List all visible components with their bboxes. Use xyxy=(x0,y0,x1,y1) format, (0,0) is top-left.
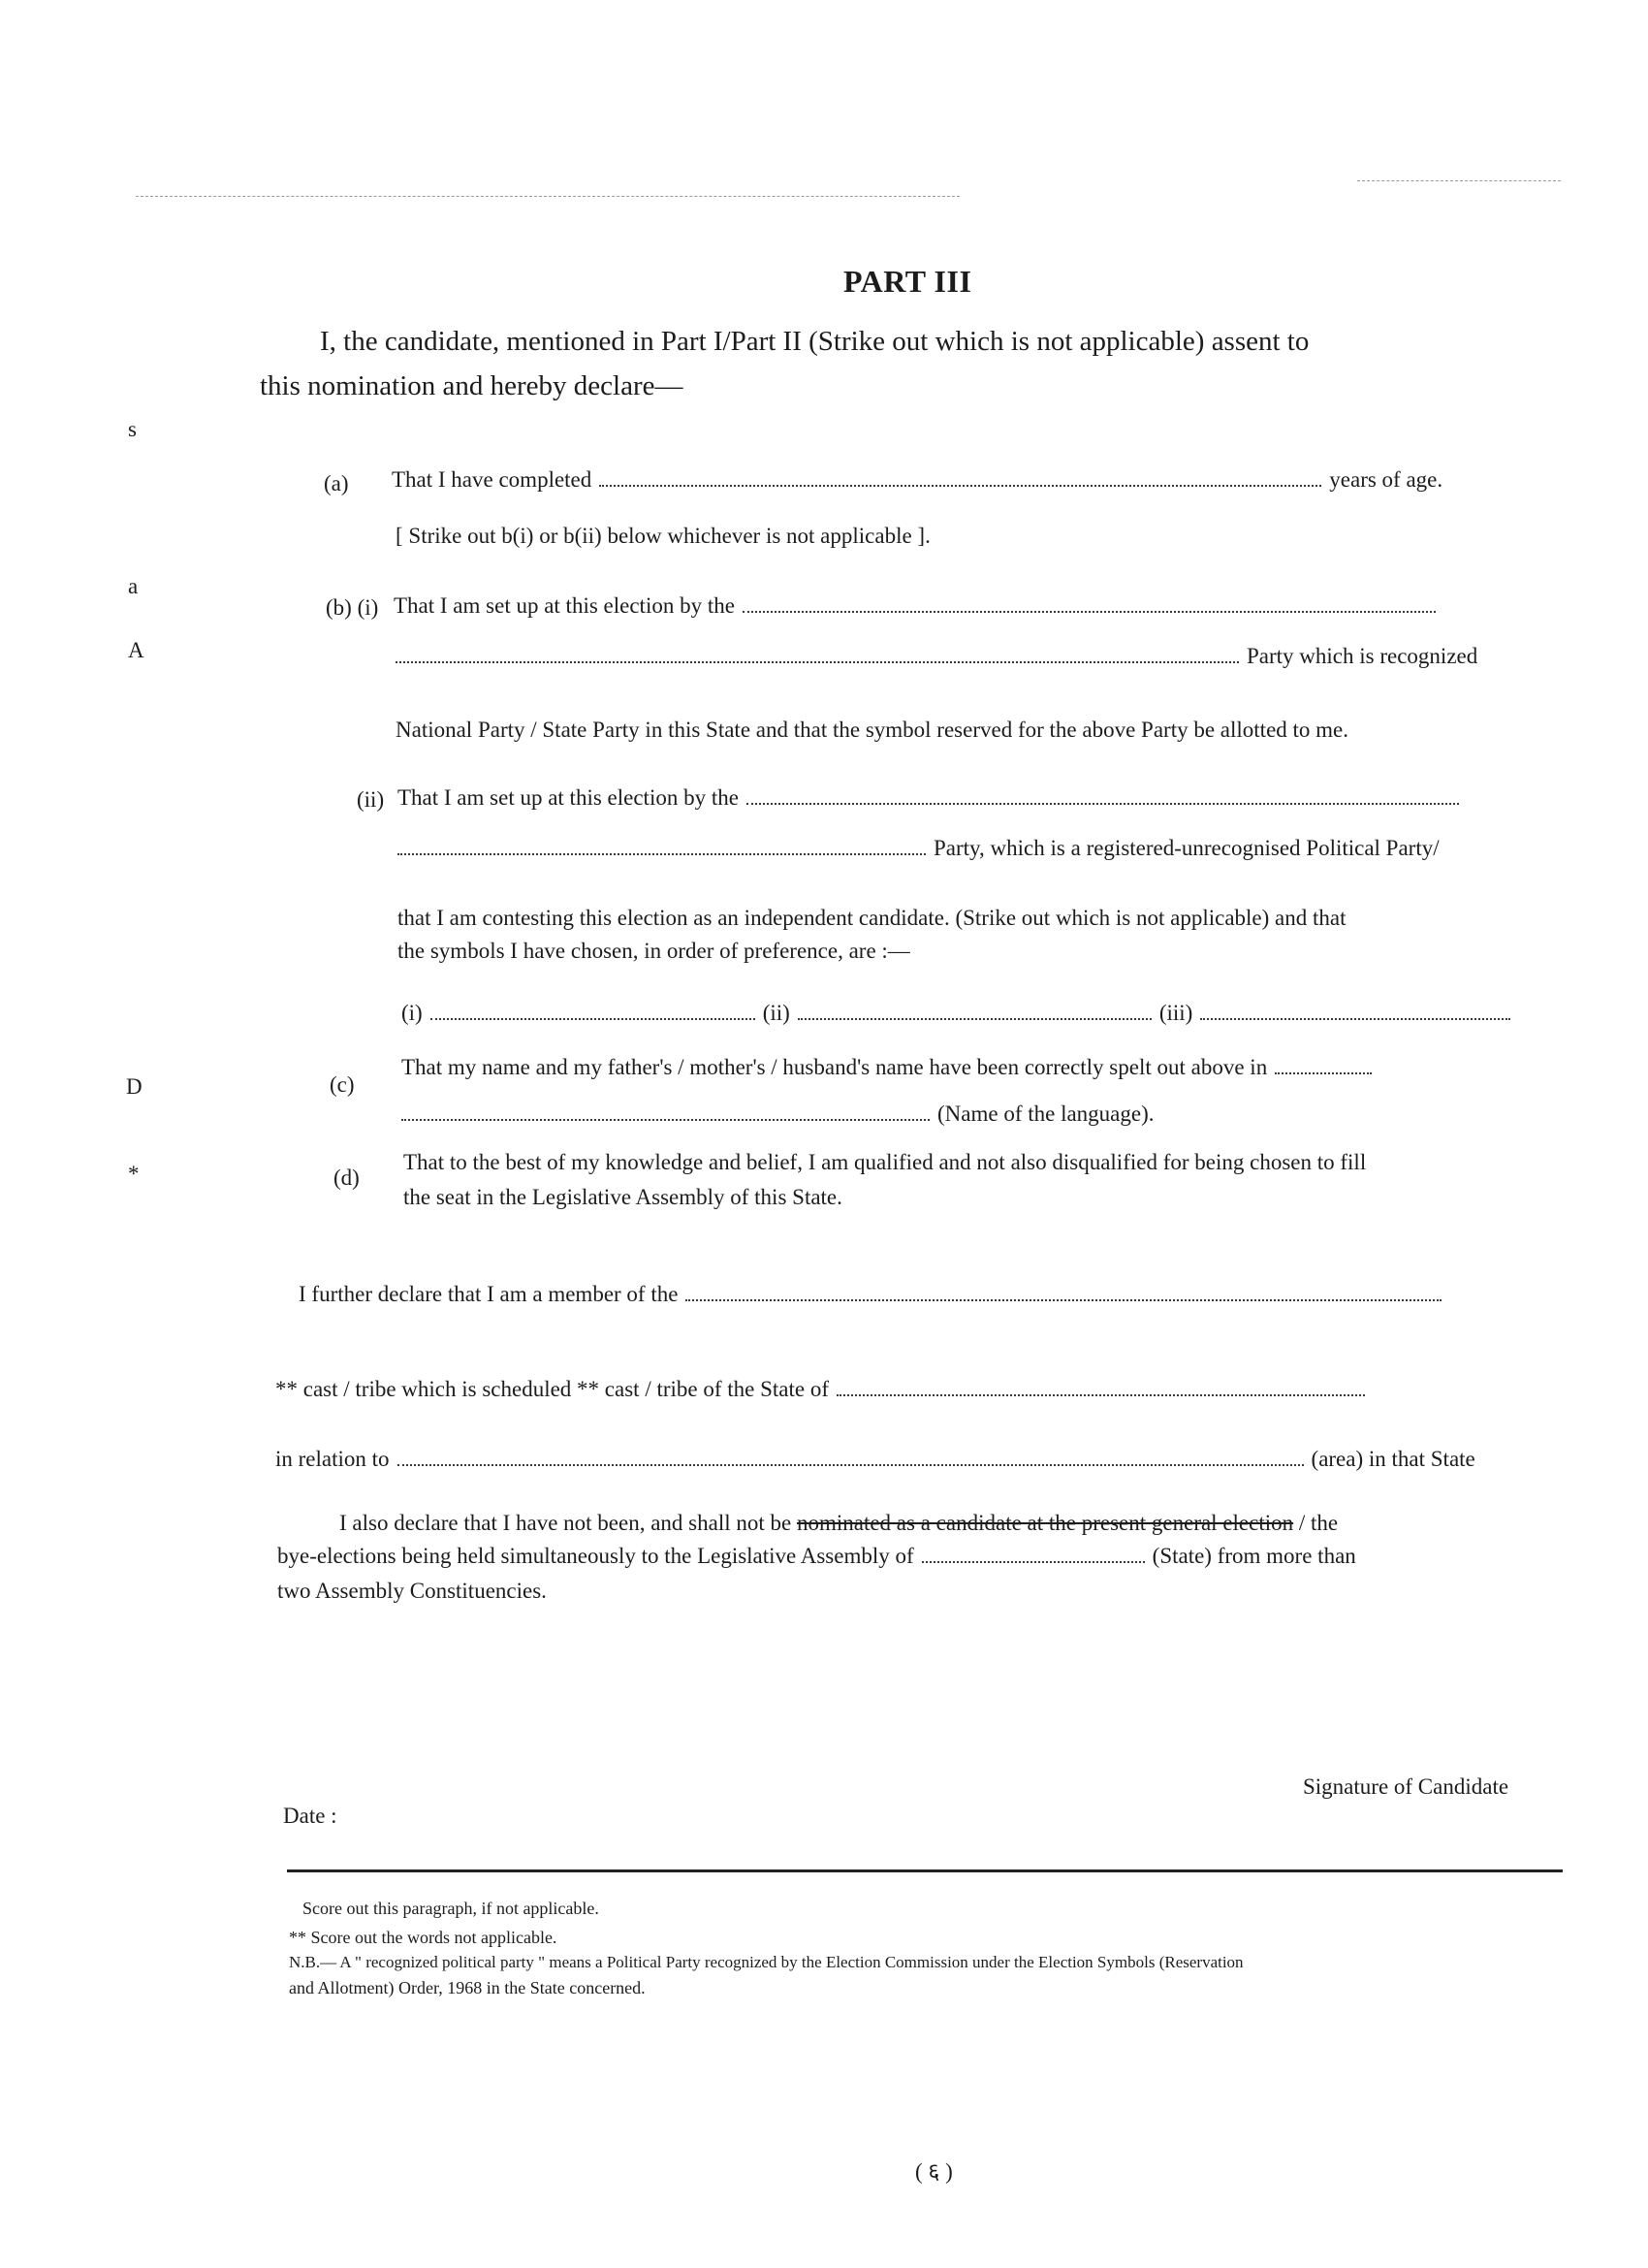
symbol-3-field[interactable] xyxy=(1200,1017,1510,1020)
caste-field[interactable] xyxy=(685,1298,1442,1301)
margin-mark: * xyxy=(128,1162,140,1186)
member-line-3 xyxy=(275,1447,1475,1472)
member-line-1 xyxy=(299,1282,1449,1307)
item-b2-line-3: that I am contesting this election as an independent candidate. (Strike out which is not applicable) and that xyxy=(397,906,1347,930)
nb-line-1: N.B.— A " recognized political party " means a Political Party recognized by the Election Commission under the Election Symbols (Reservation xyxy=(289,1953,1244,1971)
also-declare-text-a: I also declare that I have not been, and shall not be xyxy=(339,1511,797,1535)
assembly-state-field[interactable] xyxy=(922,1560,1145,1563)
item-a-row xyxy=(392,467,1442,493)
item-a-text: That I have completed xyxy=(392,467,592,492)
page-number: ( ६ ) xyxy=(915,2159,953,2184)
member-scheduled-text: ** cast / tribe which is scheduled ** cast / tribe of the State of xyxy=(275,1377,830,1401)
margin-mark: D xyxy=(126,1074,143,1099)
also-declare-text-struck: nominated as a candidate at the present general election xyxy=(796,1511,1294,1535)
item-c-suffix: (Name of the language). xyxy=(937,1102,1155,1126)
also-declare-line-3: two Assembly Constituencies. xyxy=(277,1579,547,1603)
also-declare-line-1 xyxy=(339,1511,1338,1536)
item-b1-party-suffix: Party which is recognized xyxy=(1247,644,1478,668)
footnote-separator xyxy=(287,1869,1563,1872)
margin-mark: A xyxy=(128,638,144,662)
item-c-row xyxy=(401,1055,1379,1080)
symbol-2-label: (ii) xyxy=(762,1001,790,1025)
symbol-1-label: (i) xyxy=(401,1001,423,1025)
item-b1-row-2 xyxy=(396,644,1477,669)
item-b1-line-3: National Party / State Party in this State and that the symbol reserved for the above Party be allotted to me. xyxy=(396,718,1349,742)
date-label: Date : xyxy=(283,1804,337,1828)
part-title: PART III xyxy=(843,264,972,299)
party-name-field-2[interactable] xyxy=(746,802,1459,805)
symbol-3-label: (iii) xyxy=(1158,1001,1193,1025)
margin-mark: s xyxy=(128,417,137,441)
item-c-text: That my name and my father's / mother's / husband's name have been correctly spelt out above in xyxy=(401,1055,1268,1079)
item-c-row-2 xyxy=(401,1102,1155,1127)
margin-mark: a xyxy=(128,574,139,598)
party-name-field-1-cont[interactable] xyxy=(396,660,1239,663)
item-d-label: (d) xyxy=(333,1166,360,1190)
relation-text: in relation to xyxy=(275,1447,390,1471)
item-b1-label: (b) (i) xyxy=(326,595,379,620)
also-declare-state-suffix: (State) from more than xyxy=(1152,1544,1356,1568)
party-name-field-2-cont[interactable] xyxy=(397,852,926,855)
item-b2-label: (ii) xyxy=(357,787,385,812)
language-field[interactable] xyxy=(1275,1071,1372,1074)
age-field[interactable] xyxy=(599,484,1321,487)
signature-label: Signature of Candidate xyxy=(1303,1774,1509,1799)
member-text: I further declare that I am a member of the xyxy=(299,1282,679,1306)
symbol-2-field[interactable] xyxy=(798,1017,1152,1020)
item-d-line-2: the seat in the Legislative Assembly of this State. xyxy=(403,1185,842,1209)
also-declare-bye: bye-elections being held simultaneously to the Legislative Assembly of xyxy=(277,1544,914,1568)
intro-line-2: this nomination and hereby declare— xyxy=(260,370,683,401)
item-a-suffix: years of age. xyxy=(1329,467,1443,492)
also-declare-line-2 xyxy=(277,1544,1356,1569)
nb-line-2: and Allotment) Order, 1968 in the State concerned. xyxy=(289,1978,646,1997)
item-b1-row xyxy=(394,593,1443,619)
language-field-cont[interactable] xyxy=(401,1118,930,1121)
area-suffix: (area) in that State xyxy=(1311,1447,1475,1471)
state-field[interactable] xyxy=(837,1393,1365,1396)
intro-line-1: I, the candidate, mentioned in Part I/Part II (Strike out which is not applicable) assent to xyxy=(320,326,1310,357)
item-b1-text: That I am set up at this election by the xyxy=(394,593,735,618)
item-b2-text: That I am set up at this election by the xyxy=(397,785,739,810)
footnote-1: Score out this paragraph, if not applicable. xyxy=(302,1899,599,1918)
item-b2-row xyxy=(397,785,1467,811)
footnote-2: ** Score out the words not applicable. xyxy=(289,1928,557,1947)
symbols-row xyxy=(401,1001,1518,1026)
scan-artifact-top xyxy=(136,196,960,197)
member-line-2 xyxy=(275,1377,1373,1402)
scan-artifact-top-right xyxy=(1357,180,1561,181)
also-declare-text-c: / the xyxy=(1293,1511,1339,1535)
item-c-label: (c) xyxy=(330,1072,355,1097)
item-b2-party-suffix: Party, which is a registered-unrecognised Political Party/ xyxy=(934,836,1440,860)
party-name-field-1[interactable] xyxy=(743,610,1436,613)
symbol-1-field[interactable] xyxy=(430,1017,755,1020)
strike-note: [ Strike out b(i) or b(ii) below whichever is not applicable ]. xyxy=(396,524,931,548)
item-d-line-1: That to the best of my knowledge and belief, I am qualified and not also disqualified for being chosen to fill xyxy=(403,1150,1367,1174)
item-b2-row-2 xyxy=(397,836,1440,861)
item-a-label: (a) xyxy=(324,471,349,495)
item-b2-line-4: the symbols I have chosen, in order of preference, are :— xyxy=(397,939,910,963)
area-field[interactable] xyxy=(397,1463,1304,1466)
